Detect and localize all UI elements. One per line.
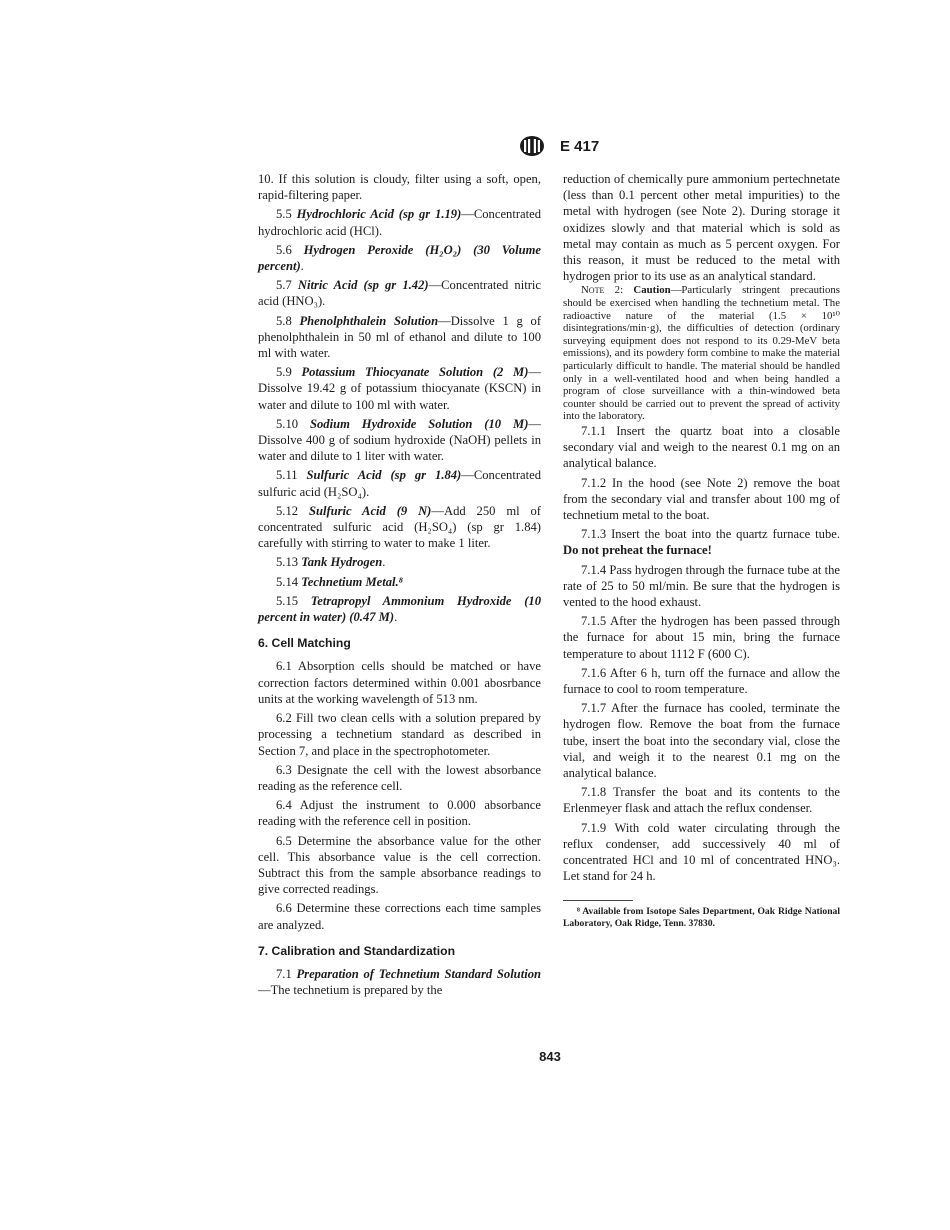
section-heading-7: 7. Calibration and Standardization — [258, 943, 456, 958]
section-5-14: 5.14 Technetium Metal.⁸ — [276, 574, 404, 589]
section-5-6: 5.6 Hydrogen Peroxide (H₂O₂) (30 Volume percent). — [258, 242, 541, 274]
section-7-1-2: 7.1.2 In the hood (see Note 2) remove the boat from the secondary vial and transfer about 100 mg of technetium metal to the boat. — [563, 475, 840, 522]
section-7-1-7: 7.1.7 After the furnace has cooled, terminate the hydrogen flow. Remove the boat from the furnace tube, insert the boat into the secondary vial, close the vial, and weigh it to the nearest 0.1 mg on the analytical balance. — [563, 701, 840, 781]
section-6-4: 6.4 Adjust the instrument to 0.000 absorbance reading with the reference cell in position. — [258, 798, 541, 829]
section-7-1-6: 7.1.6 After 6 h, turn off the furnace and allow the furnace to cool to room temperature. — [563, 665, 840, 696]
continued-text: 10. If this solution is cloudy, filter using a soft, open, rapid-filtering paper. — [258, 172, 541, 203]
section-6-1: 6.1 Absorption cells should be matched or have correction factors determined within 0.001 abosrbance units at the working wavelength of 513 nm. — [258, 659, 541, 706]
section-7-1-1: 7.1.1 Insert the quartz boat into a closable secondary vial and weigh to the nearest 0.1 mg on an analytical balance. — [563, 423, 840, 471]
section-5-5: 5.5 Hydrochloric Acid (sp gr 1.19)—Concentrated hydrochloric acid (HCl). — [258, 207, 541, 238]
section-7-1-8: 7.1.8 Transfer the boat and its contents to the Erlenmeyer flask and attach the reflux condenser. — [563, 785, 840, 816]
footnote-8: ⁸ Available from Isotope Sales Department, Oak Ridge National Laboratory, Oak Ridge, Tenn. 37830. — [563, 906, 840, 929]
section-6-6: 6.6 Determine these corrections each time samples are analyzed. — [258, 901, 541, 932]
designation: E 417 — [560, 137, 600, 155]
page-number: 843 — [539, 1049, 561, 1064]
section-5-10: 5.10 Sodium Hydroxide Solution (10 M)—Dissolve 400 g of sodium hydroxide (NaOH) pellets in water and dilute to 1 liter with water. — [258, 416, 541, 464]
section-5-8: 5.8 Phenolphthalein Solution—Dissolve 1 g of phenolphthalein in 50 ml of ethanol and dilute to 100 ml with water. — [258, 313, 542, 361]
note-2: Note 2: Caution—Particularly stringent precautions should be exercised when handling the technetium metal. The radioactive nature of the material (1.5 × 10¹⁰ disintegrations/min·g), the difficulties of detection (ordinary surveying equipment does not respond to its 0.29-MeV beta emissions), and its powdery form combine to make the material particularly difficult to handle. The material should be handled only in a well-ventilated hood and when being handled a program of close surveillance with a thin-windowed beta counter should be carried out to prevent the spread of activity into the laboratory. — [563, 284, 840, 423]
section-6-2: 6.2 Fill two clean cells with a solution prepared by processing a technetium standard as described in Section 7, and place in the spectrophotometer. — [258, 711, 541, 758]
section-5-13: 5.13 Tank Hydrogen. — [276, 555, 386, 570]
footnote-divider — [563, 900, 633, 901]
section-5-11: 5.11 Sulfuric Acid (sp gr 1.84)—Concentrated sulfuric acid (H₂SO₄). — [258, 468, 541, 499]
section-7-1-9: 7.1.9 With cold water circulating through the reflux condenser, add successively 40 ml of concentrated HCl and 10 ml of concentrated HNO₃. Let stand for 24 h. — [563, 820, 840, 884]
astm-logo-icon — [518, 135, 546, 157]
section-7-1: 7.1 Preparation of Technetium Standard Solution—The technetium is prepared by the — [258, 966, 541, 998]
left-column — [258, 171, 541, 998]
section-5-9: 5.9 Potassium Thiocyanate Solution (2 M)—Dissolve 19.42 g of potassium thiocyanate (KSCN) in water and dilute to 100 ml with water. — [258, 365, 541, 412]
section-7-1-4: 7.1.4 Pass hydrogen through the furnace tube at the rate of 25 to 50 ml/min. Be sure that the hydrogen is vented to the hood exhaust. — [563, 562, 840, 609]
section-7-1-3: 7.1.3 Insert the boat into the quartz furnace tube. Do not preheat the furnace! — [563, 527, 840, 558]
section-5-7: 5.7 Nitric Acid (sp gr 1.42)—Concentrated nitric acid (HNO₃). — [258, 278, 541, 309]
continued-text-right: reduction of chemically pure ammonium pertechnetate (less than 0.1 percent other metal impurities) to the metal with hydrogen (see Note 2). During storage it oxidizes slowly and that material which is sold as metal may contain as much as 5 percent oxygen. For this reason, it must be reduced to the metal with hydrogen prior to its use as an analytical standard. — [563, 172, 840, 284]
section-5-12: 5.12 Sulfuric Acid (9 N)—Add 250 ml of concentrated sulfuric acid (H₂SO₄) (sp gr 1.84) carefully with stirring to water to make 1 liter. — [258, 503, 541, 551]
section-6-5: 6.5 Determine the absorbance value for the other cell. This absorbance value is the cell correction. Subtract this from the sample absorbance readings to give corrected readings. — [258, 833, 541, 897]
section-6-3: 6.3 Designate the cell with the lowest absorbance reading as the reference cell. — [258, 762, 541, 793]
right-column — [563, 171, 840, 929]
page-header — [518, 135, 599, 157]
section-heading-6: 6. Cell Matching — [258, 636, 351, 651]
section-7-1-5: 7.1.5 After the hydrogen has been passed through the furnace for about 15 min, bring the furnace temperature to about 1112 F (600 C). — [563, 614, 840, 661]
section-5-15: 5.15 Tetrapropyl Ammonium Hydroxide (10 percent in water) (0.47 M). — [258, 593, 542, 625]
